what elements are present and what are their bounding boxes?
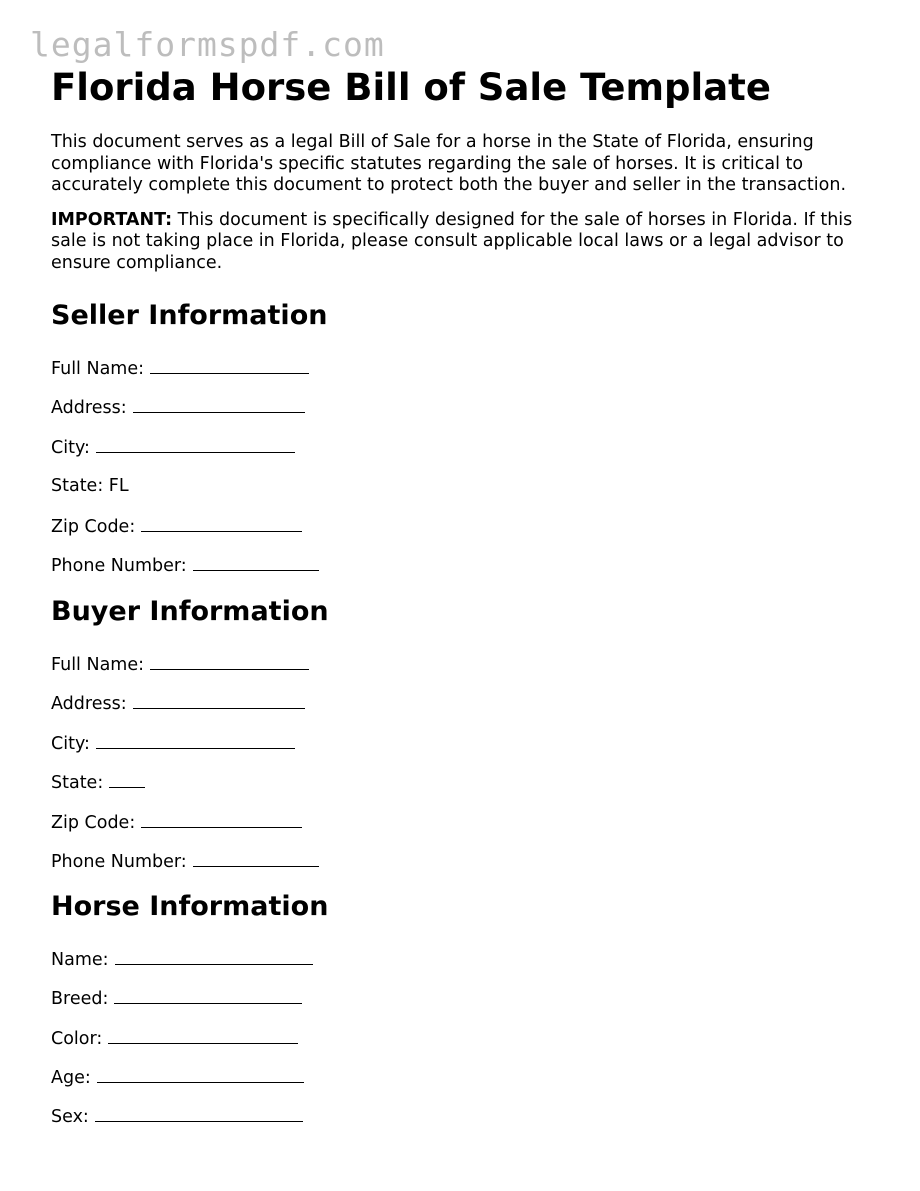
- seller-phone-label: Phone Number:: [51, 556, 187, 576]
- important-label: IMPORTANT:: [51, 209, 173, 230]
- horse-sex-label: Sex:: [51, 1107, 89, 1127]
- seller-phone-field[interactable]: [51, 554, 319, 577]
- important-text: This document is specifically designed for the sale of horses in Florida. If this sale is not taking place in Florida, please consult applicable local laws or a legal advisor to ensure compliance.: [51, 209, 853, 273]
- seller-full-name-field[interactable]: [51, 357, 309, 380]
- horse-age-blank[interactable]: [97, 1066, 304, 1083]
- horse-breed-field[interactable]: [51, 987, 302, 1010]
- seller-full-name-blank[interactable]: [150, 357, 309, 374]
- seller-full-name-label: Full Name:: [51, 359, 145, 379]
- buyer-city-label: City:: [51, 734, 90, 754]
- buyer-full-name-blank[interactable]: [150, 653, 309, 670]
- horse-section: [51, 891, 881, 1127]
- buyer-full-name-label: Full Name:: [51, 655, 145, 675]
- seller-city-blank[interactable]: [96, 436, 295, 453]
- seller-address-blank[interactable]: [133, 396, 305, 413]
- buyer-phone-blank[interactable]: [193, 850, 319, 867]
- seller-address-label: Address:: [51, 398, 127, 418]
- seller-section: [51, 300, 881, 576]
- document-page: [51, 66, 881, 1127]
- seller-zip-label: Zip Code:: [51, 517, 136, 537]
- horse-name-label: Name:: [51, 950, 109, 970]
- watermark-logo: legalformspdf.com: [30, 25, 385, 64]
- horse-name-field[interactable]: [51, 948, 313, 971]
- seller-phone-blank[interactable]: [193, 554, 319, 571]
- seller-zip-blank[interactable]: [141, 515, 302, 532]
- buyer-state-blank[interactable]: [109, 771, 145, 788]
- buyer-heading: Buyer Information: [51, 596, 329, 627]
- horse-breed-label: Breed:: [51, 989, 109, 1009]
- horse-age-field[interactable]: [51, 1066, 304, 1089]
- buyer-zip-field[interactable]: [51, 811, 302, 834]
- buyer-state-field[interactable]: [51, 771, 145, 794]
- seller-city-label: City:: [51, 438, 90, 458]
- buyer-address-blank[interactable]: [133, 692, 305, 709]
- buyer-zip-blank[interactable]: [141, 811, 302, 828]
- buyer-full-name-field[interactable]: [51, 653, 309, 676]
- seller-state-label: State: FL: [51, 476, 129, 496]
- buyer-state-label: State:: [51, 773, 104, 793]
- buyer-zip-label: Zip Code:: [51, 813, 136, 833]
- seller-address-field[interactable]: [51, 396, 305, 419]
- horse-name-blank[interactable]: [115, 948, 313, 965]
- seller-state-field: [51, 475, 129, 497]
- horse-color-label: Color:: [51, 1029, 103, 1049]
- buyer-address-field[interactable]: [51, 692, 305, 715]
- buyer-section: [51, 596, 881, 872]
- horse-sex-blank[interactable]: [95, 1105, 303, 1122]
- buyer-city-blank[interactable]: [96, 732, 295, 749]
- buyer-address-label: Address:: [51, 694, 127, 714]
- horse-breed-blank[interactable]: [114, 987, 302, 1004]
- horse-sex-field[interactable]: [51, 1105, 303, 1128]
- horse-heading: Horse Information: [51, 891, 329, 922]
- seller-city-field[interactable]: [51, 436, 295, 459]
- seller-zip-field[interactable]: [51, 515, 302, 538]
- horse-color-blank[interactable]: [108, 1027, 298, 1044]
- buyer-city-field[interactable]: [51, 732, 295, 755]
- horse-age-label: Age:: [51, 1068, 91, 1088]
- page-title: Florida Horse Bill of Sale Template: [51, 66, 771, 109]
- horse-color-field[interactable]: [51, 1027, 298, 1050]
- intro-paragraph: This document serves as a legal Bill of Sale for a horse in the State of Florida, ensuring compliance with Florida's specific statutes regarding the sale of horses. It is critical to accurately complete this document to protect both the buyer and seller in the transaction.: [51, 132, 847, 195]
- seller-heading: Seller Information: [51, 300, 328, 331]
- buyer-phone-label: Phone Number:: [51, 852, 187, 872]
- important-notice: [51, 210, 881, 275]
- buyer-phone-field[interactable]: [51, 850, 319, 873]
